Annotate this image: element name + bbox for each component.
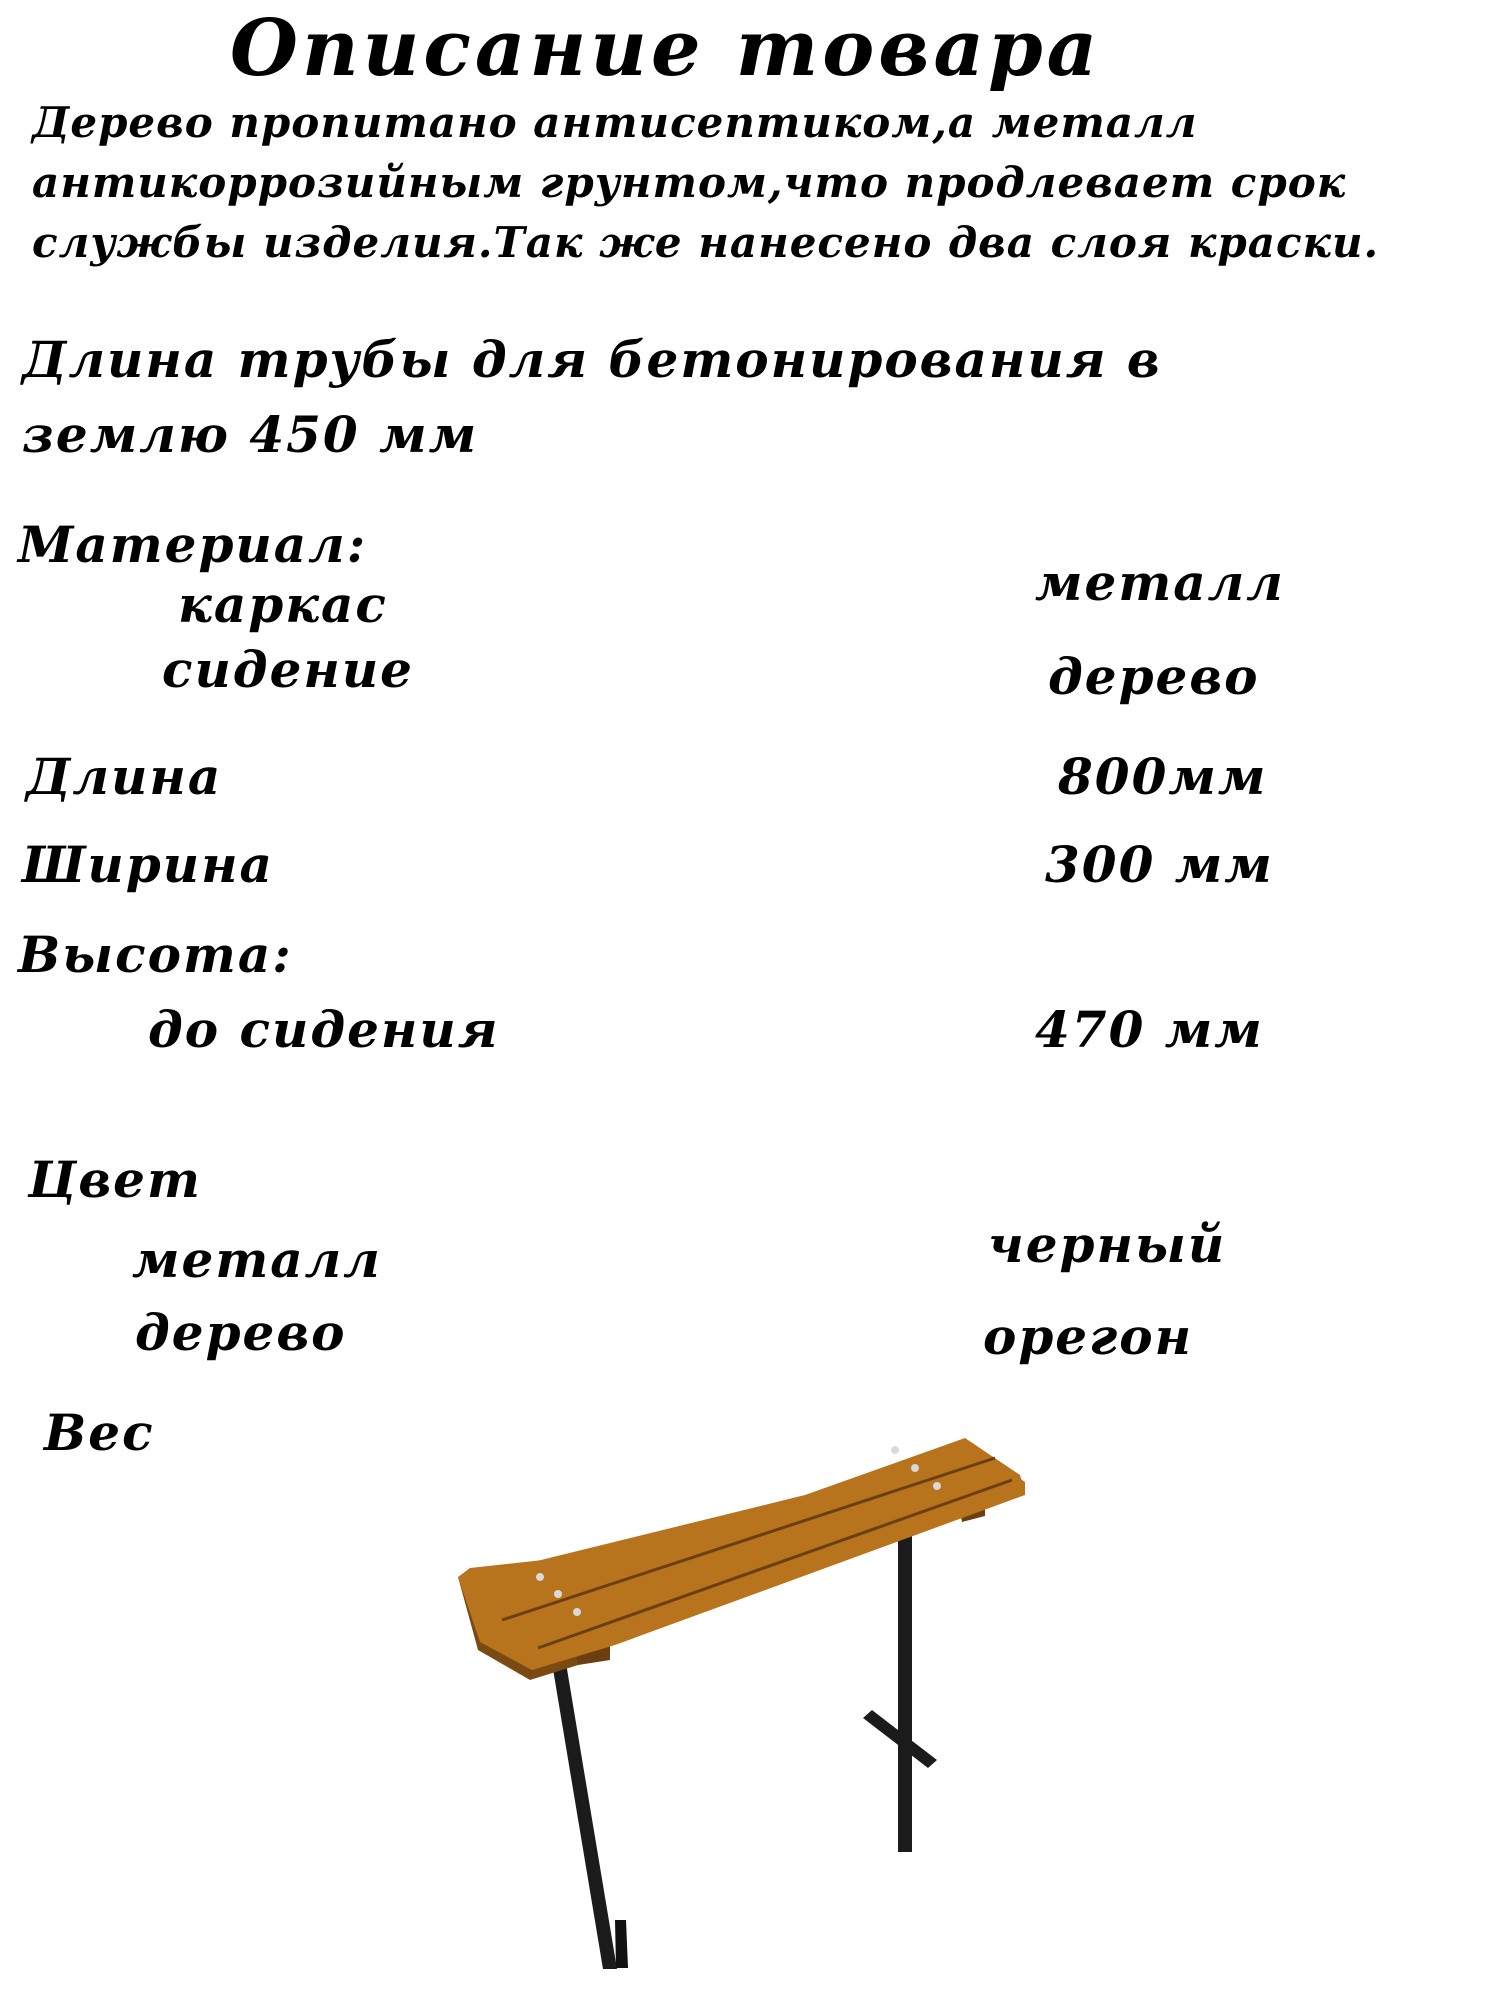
width-value: 300 мм <box>1045 835 1274 894</box>
bench-back-leg <box>898 1525 912 1852</box>
color-metal-label: металл <box>132 1230 382 1289</box>
color-wood-label: дерево <box>135 1303 347 1362</box>
color-wood-value: орегон <box>983 1307 1194 1366</box>
height-seat-value: 470 мм <box>1035 1000 1264 1059</box>
color-metal-value: черный <box>988 1215 1227 1274</box>
intro-line-2: антикоррозийным грунтом,что продлевает срок <box>32 158 1347 207</box>
weight-label: Вес <box>44 1403 155 1462</box>
bench-seat-surface <box>460 1438 1025 1670</box>
bench-screw <box>536 1573 544 1581</box>
material-seat-value: дерево <box>1048 647 1260 706</box>
height-seat-label: до сидения <box>148 1000 500 1059</box>
bench-front-brace <box>615 1920 628 1968</box>
bench-screw <box>573 1608 581 1616</box>
intro-line-3: службы изделия.Так же нанесено два слоя краски. <box>32 218 1380 267</box>
intro-line-1: Дерево пропитано антисептиком,а металл <box>32 98 1198 147</box>
pipe-note-line-1: Длина трубы для бетонирования в <box>22 330 1162 389</box>
material-label: Материал: <box>18 515 368 574</box>
bench-screw <box>911 1464 919 1472</box>
bench-screw <box>933 1482 941 1490</box>
bench-front-leg <box>552 1663 617 1969</box>
material-seat-label: сидение <box>162 640 414 699</box>
length-label: Длина <box>26 747 223 806</box>
height-label: Высота: <box>18 925 293 984</box>
width-label: Ширина <box>22 835 274 894</box>
pipe-note-line-2: землю 450 мм <box>22 405 479 464</box>
page-title: Описание товара <box>230 3 1102 94</box>
length-value: 800мм <box>1058 747 1268 806</box>
material-frame-value: металл <box>1035 553 1285 612</box>
material-frame-label: каркас <box>178 575 388 634</box>
bench-photo <box>440 1420 1040 1980</box>
bench-screw <box>891 1446 899 1454</box>
color-label: Цвет <box>28 1150 202 1209</box>
bench-screw <box>554 1590 562 1598</box>
